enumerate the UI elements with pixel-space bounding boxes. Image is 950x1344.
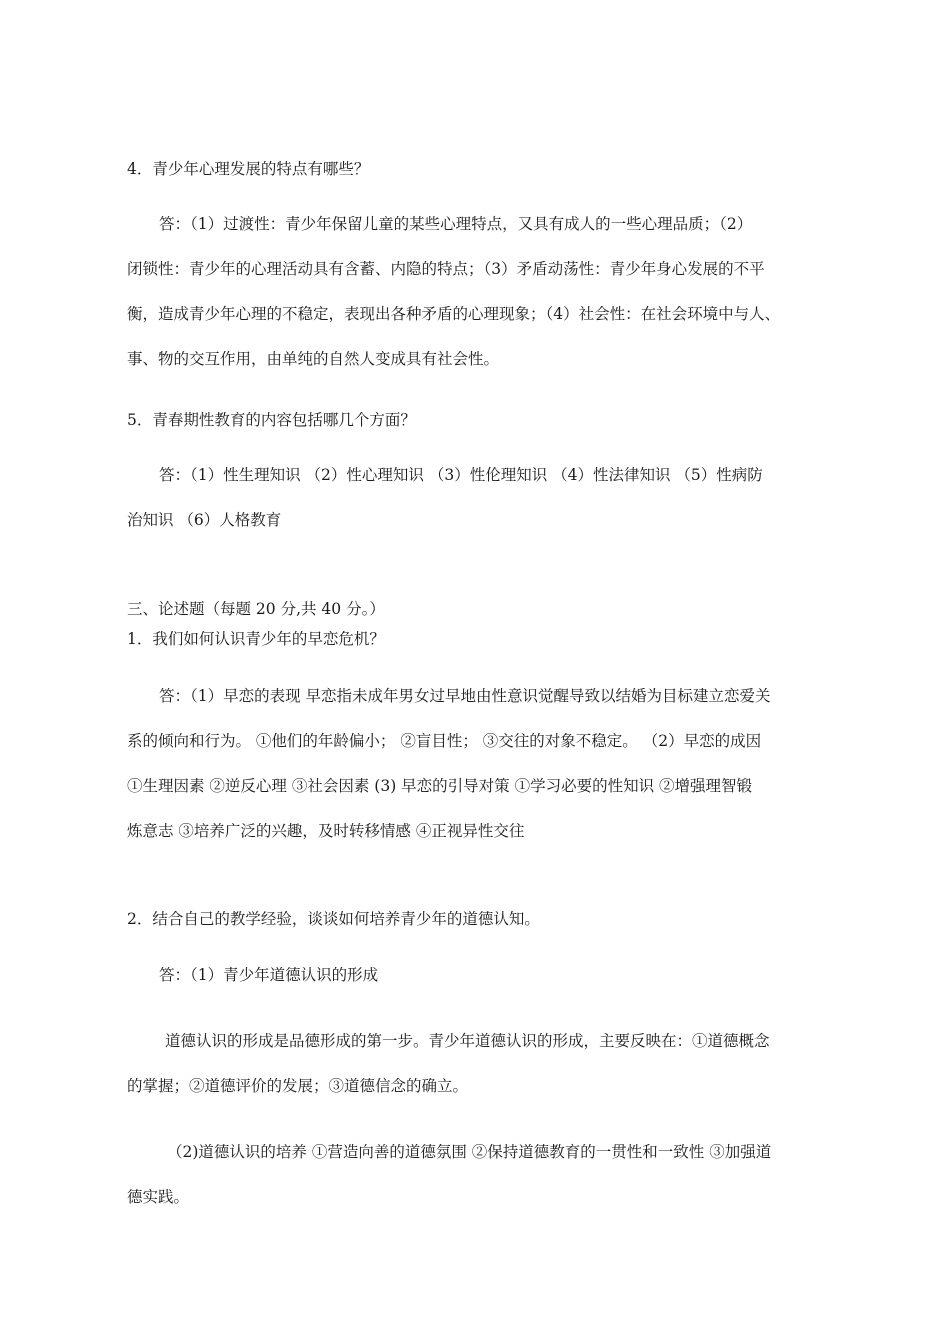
q4-answer-line-1: 答：（1）过渡性：青少年保留儿童的某些心理特点，又具有成人的一些心理品质；（2） (159, 215, 753, 233)
s3-q1-answer (127, 685, 827, 842)
s3-q1-answer-line-2: 系的倾向和行为。 ①他们的年龄偏小； ②盲目性； ③交往的对象不稳定。 （2）早恋的成因 (127, 732, 762, 750)
section3-heading: 三、论述题（每题 20 分,共 40 分。） (127, 600, 385, 618)
s3-q1-question: 1．我们如何认识青少年的早恋危机？ (127, 630, 385, 648)
q4-answer-line-3: 衡，造成青少年心理的不稳定，表现出各种矛盾的心理现象；（4）社会性：在社会环境中与人、 (127, 305, 781, 323)
q5-answer-line-1: 答：（1）性生理知识 （2）性心理知识 （3）性伦理知识 （4）性法律知识 （5）性病防 (159, 466, 763, 484)
s3-q2-para2-line-1: （2)道德认识的培养 ①营造向善的道德氛围 ②保持道德教育的一贯性和一致性 ③加强道 (167, 1143, 772, 1161)
q5-answer (127, 464, 827, 531)
s3-q1-answer-line-4: 炼意志 ③培养广泛的兴趣，及时转移情感 ④正视异性交往 (127, 822, 525, 840)
s3-q2-para2 (127, 1141, 827, 1208)
s3-q1-answer-line-3: ①生理因素 ②逆反心理 ③社会因素 (3) 早恋的引导对策 ①学习必要的性知识 ②增强理智锻 (127, 777, 753, 795)
s3-q2-para1 (127, 1030, 827, 1097)
s3-q2-answer-intro: 答：（1）青少年道德认识的形成 (159, 966, 379, 984)
q4-answer-line-4: 事、物的交互作用，由单纯的自然人变成具有社会性。 (127, 350, 500, 368)
q4-answer (127, 213, 827, 370)
q4-answer-line-2: 闭锁性：青少年的心理活动具有含蓄、内隐的特点；（3）矛盾动荡性：青少年身心发展的不平 (127, 260, 765, 278)
q5-answer-line-2: 治知识 （6）人格教育 (127, 511, 282, 529)
s3-q2-para1-line-1: 道德认识的形成是品德形成的第一步。青少年道德认识的形成，主要反映在：①道德概念 (165, 1032, 770, 1050)
q4-question: 4．青少年心理发展的特点有哪些？ (127, 160, 370, 178)
s3-q2-question: 2．结合自己的教学经验，谈谈如何培养青少年的道德认知。 (127, 910, 540, 928)
s3-q2-para1-line-2: 的掌握；②道德评价的发展；③道德信念的确立。 (127, 1077, 469, 1095)
s3-q1-answer-line-1: 答：（1）早恋的表现 早恋指未成年男女过早地由性意识觉醒导致以结婚为目标建立恋爱关 (159, 687, 771, 705)
q5-question: 5．青春期性教育的内容包括哪几个方面？ (127, 411, 416, 429)
s3-q2-para2-line-2: 德实践。 (127, 1188, 190, 1206)
